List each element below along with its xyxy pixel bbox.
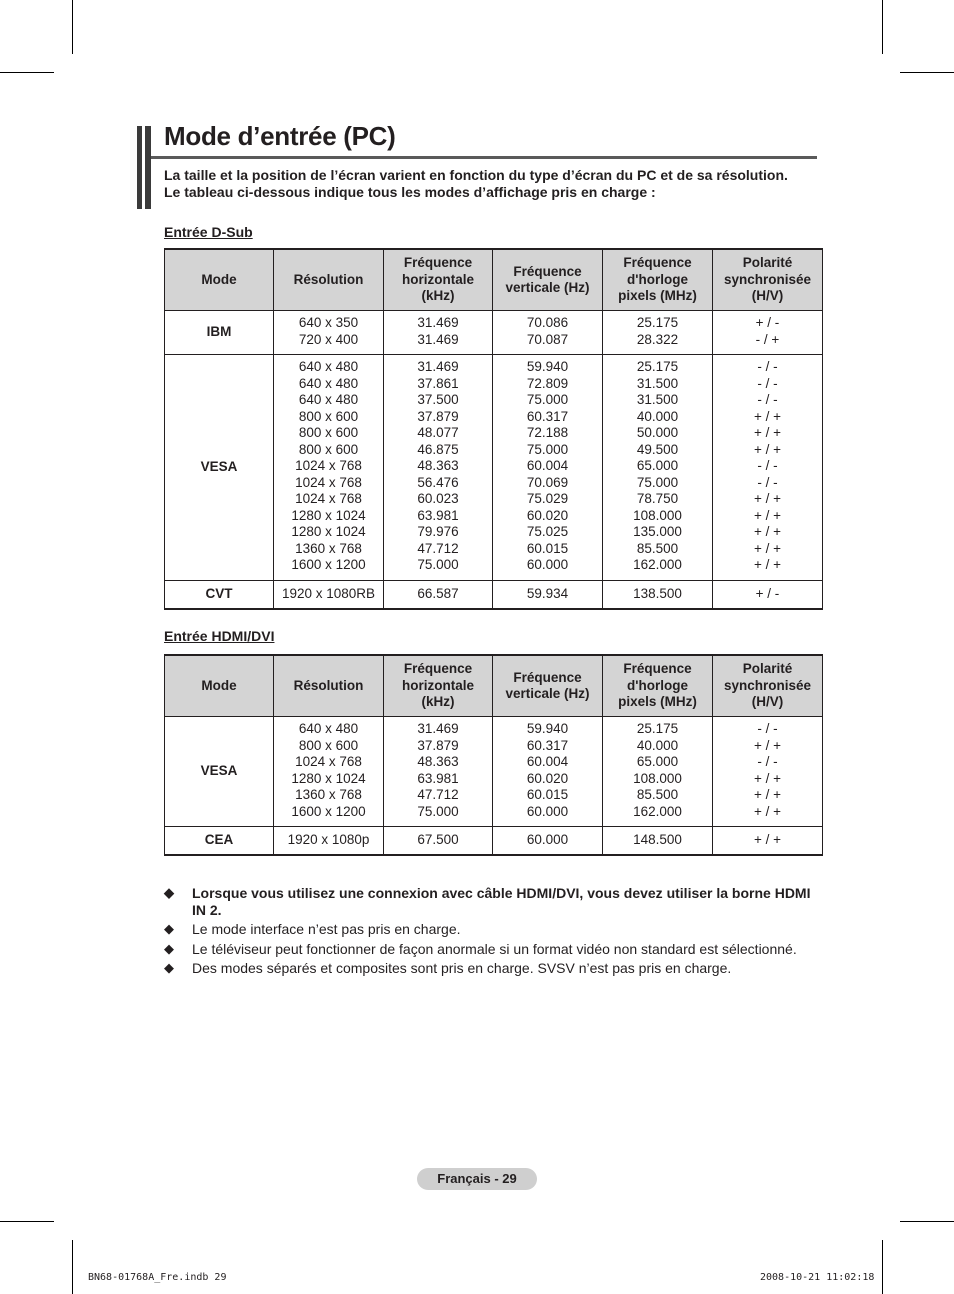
col-header-hfreq xyxy=(384,655,493,717)
cell-value: 37.500 xyxy=(417,392,459,407)
vfreq-cell xyxy=(493,827,603,856)
header-line: horizontale xyxy=(401,271,474,287)
col-header-resolution: Résolution xyxy=(274,655,384,717)
mode-cell: VESA xyxy=(165,717,274,827)
header-line: synchronisée xyxy=(723,271,812,287)
cell-value: 31.500 xyxy=(636,375,679,391)
dsub-mode-table xyxy=(164,248,823,610)
header-line: (H/V) xyxy=(751,694,784,710)
clock-cell xyxy=(603,827,713,856)
header-line: Fréquence xyxy=(403,255,473,271)
cell-value: + / + xyxy=(753,787,782,802)
col-header-vfreq xyxy=(493,249,603,311)
cell-value: 48.363 xyxy=(417,754,459,769)
cell-value: 75.029 xyxy=(526,491,569,506)
note-text: Le téléviseur peut fonctionner de façon anormale si un format vidéo non standard est sélectionné. xyxy=(192,940,797,957)
cell-value: 25.175 xyxy=(636,315,679,330)
table-row xyxy=(165,827,823,856)
cell-value: 31.469 xyxy=(417,721,459,736)
diamond-bullet-icon: ◆ xyxy=(164,960,174,975)
title-accent-bar xyxy=(145,126,151,209)
cell-value: 1600 x 1200 xyxy=(291,803,366,819)
mode-cell: CVT xyxy=(165,580,274,609)
table-row xyxy=(165,355,823,581)
cell-value: - / - xyxy=(757,392,778,407)
cell-value: + / + xyxy=(753,803,782,819)
cell-value: 75.000 xyxy=(636,474,679,490)
cell-value: 800 x 600 xyxy=(298,425,359,440)
cell-value: 60.015 xyxy=(526,540,569,556)
polarity-cell xyxy=(713,827,823,856)
col-header-polarity xyxy=(713,249,823,311)
cell-value: 640 x 480 xyxy=(298,359,359,374)
cell-value: 37.861 xyxy=(417,375,459,391)
cell-value: 59.940 xyxy=(526,721,569,736)
crop-mark xyxy=(900,72,954,73)
col-header-polarity xyxy=(713,655,823,717)
header-line: Fréquence xyxy=(513,669,582,685)
header-line: verticale (Hz) xyxy=(505,686,590,701)
header-line: (kHz) xyxy=(421,694,455,710)
title-rule xyxy=(151,156,817,159)
table-row xyxy=(165,311,823,355)
mode-cell: CEA xyxy=(165,827,274,856)
cell-value: 138.500 xyxy=(633,585,682,601)
col-header-vfreq xyxy=(493,655,603,717)
note-item xyxy=(164,941,814,958)
cell-value: 60.020 xyxy=(526,770,569,786)
cell-value: + / + xyxy=(753,524,782,539)
cell-value: 85.500 xyxy=(636,540,679,556)
cell-value: 70.087 xyxy=(526,331,569,347)
cell-value: 60.020 xyxy=(526,507,569,523)
col-header-clock xyxy=(603,655,713,717)
cell-value: 75.025 xyxy=(526,524,569,539)
cell-value: 65.000 xyxy=(636,754,679,769)
header-line: d'horloge xyxy=(627,271,688,287)
cell-value: 40.000 xyxy=(636,408,679,424)
header-line: d'horloge xyxy=(627,677,688,693)
cell-value: 108.000 xyxy=(633,770,682,786)
vfreq-cell xyxy=(493,311,603,355)
cell-value: 800 x 600 xyxy=(298,408,359,424)
cell-value: 63.981 xyxy=(417,770,459,786)
cell-value: 800 x 600 xyxy=(298,737,359,753)
diamond-bullet-icon: ◆ xyxy=(164,885,174,900)
cell-value: 40.000 xyxy=(636,737,679,753)
cell-value: - / - xyxy=(757,359,778,374)
cell-value: - / - xyxy=(757,474,778,490)
cell-value: 1360 x 768 xyxy=(295,540,362,556)
polarity-cell xyxy=(713,580,823,609)
header-line: Polarité xyxy=(742,255,793,271)
cell-value: - / - xyxy=(757,754,778,769)
hfreq-cell xyxy=(384,580,493,609)
resolution-cell xyxy=(274,827,384,856)
resolution-cell xyxy=(274,355,384,581)
cell-value: + / - xyxy=(755,315,780,330)
cell-value: - / - xyxy=(757,375,778,391)
cell-value: 640 x 350 xyxy=(298,315,359,330)
hfreq-cell xyxy=(384,311,493,355)
cell-value: 31.469 xyxy=(417,331,459,347)
cell-value: + / + xyxy=(753,441,782,457)
intro-line: Le tableau ci-dessous indique tous les modes d’affichage pris en charge : xyxy=(164,183,656,200)
cell-value: 60.000 xyxy=(526,803,569,819)
hfreq-cell xyxy=(384,717,493,827)
cell-value: 640 x 480 xyxy=(298,375,359,391)
cell-value: 25.175 xyxy=(636,359,679,374)
cell-value: 1024 x 768 xyxy=(295,491,362,506)
cell-value: - / - xyxy=(757,721,778,736)
clock-cell xyxy=(603,311,713,355)
cell-value: 1600 x 1200 xyxy=(291,557,366,572)
print-imprint-file: BN68-01768A_Fre.indb 29 xyxy=(88,1272,227,1283)
page-title: Mode d’entrée (PC) xyxy=(164,121,396,151)
cell-value: 65.000 xyxy=(636,458,679,473)
note-text: Des modes séparés et composites sont pris en charge. SVSV n’est pas pris en charge. xyxy=(192,960,732,976)
crop-mark xyxy=(900,1221,954,1222)
cell-value: 1024 x 768 xyxy=(295,458,362,473)
col-header-mode: Mode xyxy=(165,249,274,311)
cell-value: 56.476 xyxy=(417,474,459,490)
crop-mark xyxy=(882,0,883,54)
crop-mark xyxy=(882,1240,883,1294)
cell-value: 60.000 xyxy=(526,832,569,848)
header-line: Fréquence xyxy=(513,263,582,279)
hfreq-cell xyxy=(384,355,493,581)
table-header xyxy=(165,655,823,717)
table-body xyxy=(165,717,823,856)
table-row xyxy=(165,580,823,609)
cell-value: 640 x 480 xyxy=(298,392,359,407)
note-item xyxy=(164,960,814,977)
title-accent-bar xyxy=(137,126,142,209)
cell-value: 70.086 xyxy=(526,315,569,330)
cell-value: 162.000 xyxy=(633,557,682,572)
intro-line: La taille et la position de l’écran varient en fonction du type d’écran du PC et de sa résolution. xyxy=(164,167,788,183)
cell-value: + / + xyxy=(753,408,782,424)
mode-cell: VESA xyxy=(165,355,274,581)
table-header xyxy=(165,249,823,311)
resolution-cell xyxy=(274,580,384,609)
cell-value: 1024 x 768 xyxy=(295,754,362,769)
cell-value: 75.000 xyxy=(526,392,569,407)
cell-value: 31.469 xyxy=(417,359,459,374)
cell-value: 67.500 xyxy=(417,832,459,848)
header-line: Fréquence xyxy=(623,661,692,677)
cell-value: 75.000 xyxy=(526,441,569,457)
cell-value: 1920 x 1080p xyxy=(287,832,370,848)
vfreq-cell xyxy=(493,717,603,827)
cell-value: 148.500 xyxy=(633,832,682,848)
cell-value: 79.976 xyxy=(417,524,459,539)
note-item xyxy=(164,921,814,938)
intro-text xyxy=(164,167,788,200)
header-line: Fréquence xyxy=(623,255,692,271)
page-number-badge: Français - 29 xyxy=(417,1168,537,1190)
col-header-mode: Mode xyxy=(165,655,274,717)
cell-value: 640 x 480 xyxy=(298,721,359,736)
col-header-hfreq xyxy=(384,249,493,311)
cell-value: 46.875 xyxy=(417,441,459,457)
cell-value: 60.004 xyxy=(526,754,569,769)
cell-value: + / + xyxy=(753,770,782,786)
table-row xyxy=(165,717,823,827)
cell-value: 75.000 xyxy=(417,803,459,819)
cell-value: 31.500 xyxy=(636,392,679,407)
cell-value: 31.469 xyxy=(417,315,459,330)
cell-value: 60.317 xyxy=(526,408,569,424)
polarity-cell xyxy=(713,717,823,827)
crop-mark xyxy=(0,1221,54,1222)
cell-value: + / - xyxy=(755,585,780,601)
cell-value: 162.000 xyxy=(633,803,682,819)
note-item xyxy=(164,885,814,918)
header-line: (H/V) xyxy=(751,288,784,304)
cell-value: + / + xyxy=(753,737,782,753)
notes-list xyxy=(164,885,814,980)
hdmi-section-label: Entrée HDMI/DVI xyxy=(164,628,275,644)
header-line: (kHz) xyxy=(421,288,455,304)
cell-value: 108.000 xyxy=(633,507,682,523)
cell-value: - / - xyxy=(757,458,778,473)
cell-value: 60.004 xyxy=(526,458,569,473)
cell-value: 37.879 xyxy=(417,408,459,424)
diamond-bullet-icon: ◆ xyxy=(164,940,174,956)
dsub-section-label: Entrée D-Sub xyxy=(164,224,253,240)
cell-value: + / + xyxy=(753,507,782,523)
note-text: Le mode interface n’est pas pris en charge. xyxy=(192,921,461,937)
cell-value: 72.188 xyxy=(526,425,569,440)
cell-value: 59.940 xyxy=(526,359,569,374)
cell-value: 1360 x 768 xyxy=(295,787,362,802)
cell-value: 1280 x 1024 xyxy=(291,524,366,539)
polarity-cell xyxy=(713,355,823,581)
cell-value: 1024 x 768 xyxy=(295,474,362,490)
clock-cell xyxy=(603,717,713,827)
cell-value: 1280 x 1024 xyxy=(291,770,366,786)
cell-value: + / + xyxy=(753,425,782,440)
header-line: verticale (Hz) xyxy=(505,280,590,295)
cell-value: 47.712 xyxy=(417,540,459,556)
clock-cell xyxy=(603,580,713,609)
cell-value: 60.317 xyxy=(526,737,569,753)
print-imprint-timestamp: 2008-10-21 11:02:18 xyxy=(760,1272,875,1283)
diamond-bullet-icon: ◆ xyxy=(164,921,174,936)
header-line: synchronisée xyxy=(723,677,812,693)
crop-mark xyxy=(72,0,73,54)
header-line: pixels (MHz) xyxy=(618,288,697,304)
cell-value: 25.175 xyxy=(636,721,679,736)
cell-value: 135.000 xyxy=(633,524,682,539)
cell-value: + / + xyxy=(753,832,782,848)
cell-value: 70.069 xyxy=(526,474,569,490)
crop-mark xyxy=(0,72,54,73)
col-header-resolution: Résolution xyxy=(274,249,384,311)
cell-value: 49.500 xyxy=(636,441,679,457)
note-text: Lorsque vous utilisez une connexion avec câble HDMI/DVI, vous devez utiliser la borne HDMI IN 2. xyxy=(192,885,811,918)
cell-value: 60.015 xyxy=(526,787,569,802)
cell-value: 50.000 xyxy=(636,425,679,440)
vfreq-cell xyxy=(493,580,603,609)
clock-cell xyxy=(603,355,713,581)
cell-value: + / + xyxy=(753,557,782,572)
cell-value: 75.000 xyxy=(417,557,459,572)
header-line: Polarité xyxy=(742,661,793,677)
header-line: pixels (MHz) xyxy=(618,694,697,710)
resolution-cell xyxy=(274,311,384,355)
cell-value: 37.879 xyxy=(417,737,459,753)
crop-mark xyxy=(72,1240,73,1294)
cell-value: 78.750 xyxy=(636,491,679,506)
cell-value: 60.023 xyxy=(417,491,459,506)
cell-value: 28.322 xyxy=(636,331,679,347)
cell-value: + / + xyxy=(753,540,782,556)
cell-value: + / + xyxy=(753,491,782,506)
cell-value: 48.077 xyxy=(417,425,459,440)
cell-value: 72.809 xyxy=(526,375,569,391)
col-header-clock xyxy=(603,249,713,311)
mode-cell: IBM xyxy=(165,311,274,355)
cell-value: 47.712 xyxy=(417,787,459,802)
cell-value: 66.587 xyxy=(417,585,459,601)
header-line: horizontale xyxy=(401,677,474,693)
header-line: Fréquence xyxy=(403,661,473,677)
hdmi-mode-table xyxy=(164,654,823,856)
cell-value: 48.363 xyxy=(417,458,459,473)
cell-value: 800 x 600 xyxy=(298,441,359,457)
cell-value: 720 x 400 xyxy=(298,331,359,347)
hfreq-cell xyxy=(384,827,493,856)
polarity-cell xyxy=(713,311,823,355)
cell-value: 63.981 xyxy=(417,507,459,523)
cell-value: 1280 x 1024 xyxy=(291,507,366,523)
cell-value: 85.500 xyxy=(636,787,679,802)
cell-value: 59.934 xyxy=(526,585,569,601)
vfreq-cell xyxy=(493,355,603,581)
cell-value: 60.000 xyxy=(526,557,569,572)
resolution-cell xyxy=(274,717,384,827)
cell-value: 1920 x 1080RB xyxy=(281,585,376,601)
table-body xyxy=(165,311,823,609)
cell-value: - / + xyxy=(755,331,780,347)
